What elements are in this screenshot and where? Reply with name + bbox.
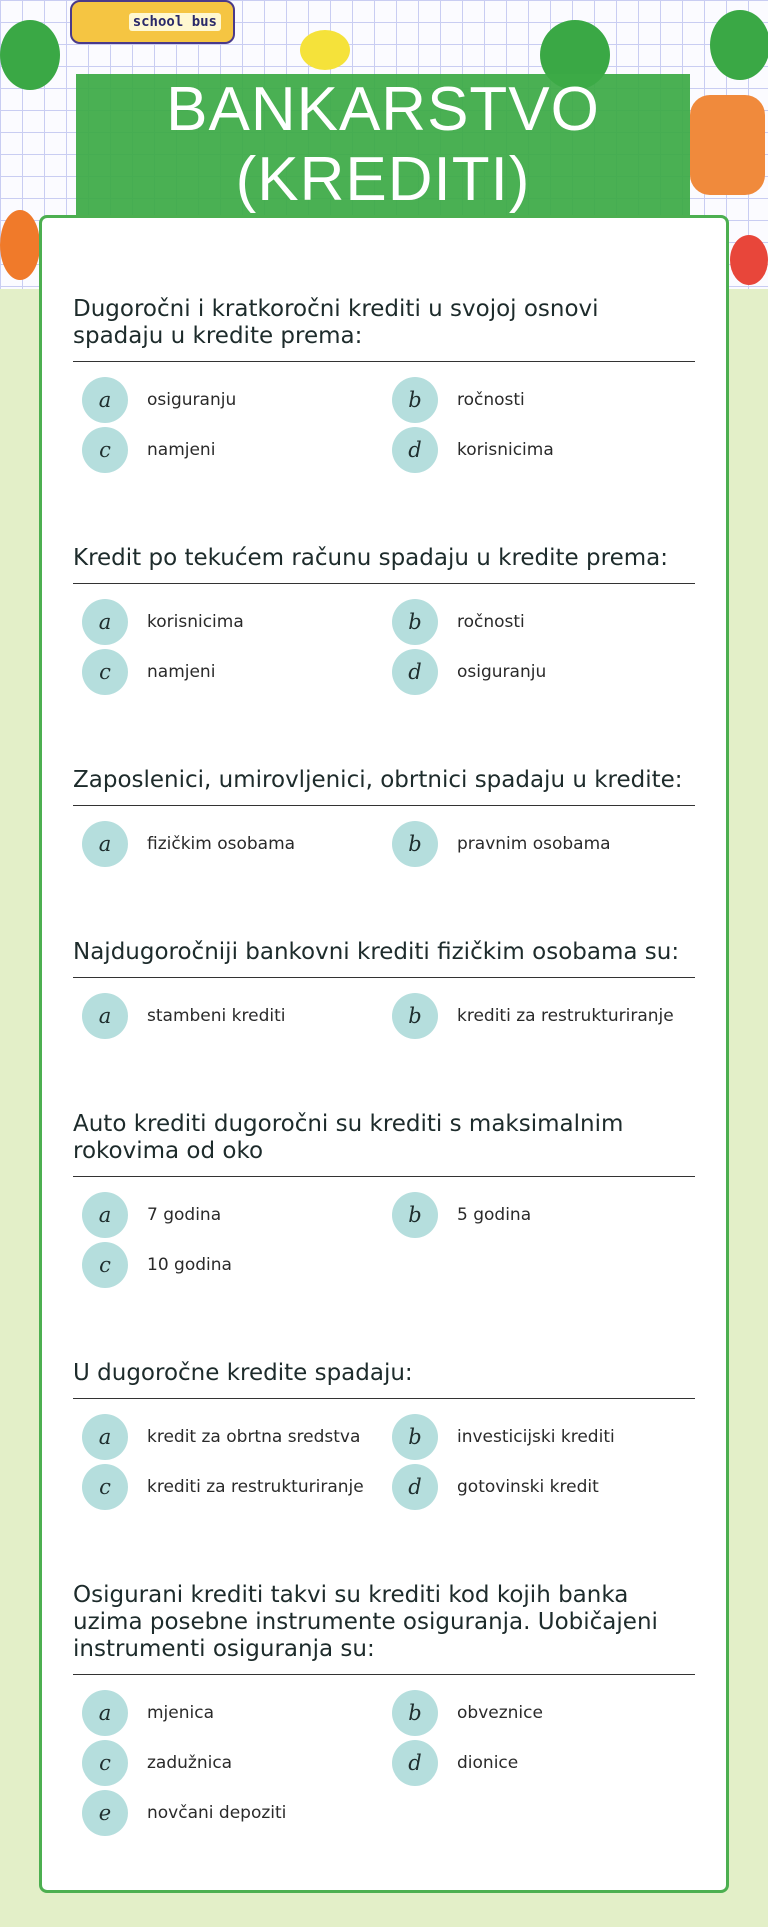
option-letter-badge: a	[82, 1690, 128, 1736]
option-letter-badge: a	[82, 377, 128, 423]
option-letter-badge: b	[392, 1414, 438, 1460]
options-grid	[73, 377, 695, 473]
answer-option-a[interactable]	[73, 821, 383, 867]
option-text: ročnosti	[457, 612, 525, 632]
option-text: 10 godina	[147, 1255, 232, 1275]
answer-option-c[interactable]	[73, 649, 383, 695]
option-letter-badge: c	[82, 1740, 128, 1786]
flower-illustration	[730, 235, 768, 285]
option-text: osiguranju	[147, 390, 237, 410]
option-letter-badge: a	[82, 821, 128, 867]
option-text: gotovinski kredit	[457, 1477, 599, 1497]
answer-option-a[interactable]	[73, 993, 383, 1039]
school-bus-illustration	[70, 0, 235, 44]
option-letter-badge: a	[82, 1192, 128, 1238]
question-block	[73, 767, 695, 867]
option-text: investicijski krediti	[457, 1427, 615, 1447]
option-letter-badge: c	[82, 1242, 128, 1288]
option-text: krediti za restrukturiranje	[457, 1006, 674, 1026]
question-text: Najdugoročniji bankovni krediti fizičkim osobama su:	[73, 939, 695, 978]
question-block	[73, 545, 695, 695]
answer-option-c[interactable]	[73, 1740, 383, 1786]
option-letter-badge: b	[392, 377, 438, 423]
answer-option-b[interactable]	[383, 1690, 693, 1736]
option-text: osiguranju	[457, 662, 547, 682]
options-grid	[73, 1414, 695, 1510]
question-block	[73, 1582, 695, 1836]
option-letter-badge: b	[392, 599, 438, 645]
answer-option-b[interactable]	[383, 993, 693, 1039]
question-text: U dugoročne kredite spadaju:	[73, 1360, 695, 1399]
option-letter-badge: d	[392, 1740, 438, 1786]
answer-option-c[interactable]	[73, 1464, 383, 1510]
title-banner	[76, 74, 690, 215]
option-text: korisnicima	[147, 612, 244, 632]
option-text: novčani depoziti	[147, 1803, 287, 1823]
option-letter-badge: a	[82, 599, 128, 645]
question-block	[73, 1360, 695, 1510]
question-text: Osigurani krediti takvi su krediti kod kojih banka uzima posebne instrumente osiguranja. Uobičajeni instrumenti osiguranja su:	[73, 1582, 695, 1675]
option-text: korisnicima	[457, 440, 554, 460]
option-text: stambeni krediti	[147, 1006, 286, 1026]
option-letter-badge: c	[82, 1464, 128, 1510]
answer-option-c[interactable]	[73, 427, 383, 473]
option-letter-badge: a	[82, 1414, 128, 1460]
tree-illustration	[710, 10, 768, 80]
option-letter-badge: b	[392, 1690, 438, 1736]
question-block	[73, 939, 695, 1039]
option-letter-badge: c	[82, 649, 128, 695]
options-grid	[73, 1192, 695, 1288]
answer-option-b[interactable]	[383, 1192, 693, 1238]
answer-option-d[interactable]	[383, 649, 693, 695]
option-text: krediti za restrukturiranje	[147, 1477, 364, 1497]
option-letter-badge: a	[82, 993, 128, 1039]
option-text: namjeni	[147, 662, 216, 682]
answer-option-c[interactable]	[73, 1242, 383, 1288]
title-line-2: (KREDITI)	[235, 144, 531, 214]
option-text: mjenica	[147, 1703, 215, 1723]
answer-option-a[interactable]	[73, 1192, 383, 1238]
answer-option-a[interactable]	[73, 599, 383, 645]
answer-option-e[interactable]	[73, 1790, 383, 1836]
answer-option-b[interactable]	[383, 1414, 693, 1460]
question-text: Zaposlenici, umirovljenici, obrtnici spadaju u kredite:	[73, 767, 695, 806]
option-letter-badge: d	[392, 427, 438, 473]
question-text: Kredit po tekućem računu spadaju u kredite prema:	[73, 545, 695, 584]
option-text: fizičkim osobama	[147, 834, 296, 854]
option-letter-badge: b	[392, 1192, 438, 1238]
answer-option-a[interactable]	[73, 1690, 383, 1736]
option-text: ročnosti	[457, 390, 525, 410]
option-text: 5 godina	[457, 1205, 532, 1225]
options-grid	[73, 599, 695, 695]
question-block	[73, 1111, 695, 1288]
answer-option-b[interactable]	[383, 599, 693, 645]
option-text: dionice	[457, 1753, 519, 1773]
answer-option-a[interactable]	[73, 1414, 383, 1460]
tree-illustration	[0, 20, 60, 90]
option-letter-badge: d	[392, 1464, 438, 1510]
question-block	[73, 296, 695, 473]
options-grid	[73, 821, 695, 867]
question-text: Dugoročni i kratkoročni krediti u svojoj osnovi spadaju u kredite prema:	[73, 296, 695, 362]
option-text: zadužnica	[147, 1753, 233, 1773]
answer-option-a[interactable]	[73, 377, 383, 423]
option-letter-badge: c	[82, 427, 128, 473]
options-grid	[73, 993, 695, 1039]
answer-option-b[interactable]	[383, 377, 693, 423]
option-text: obveznice	[457, 1703, 543, 1723]
option-text: kredit za obrtna sredstva	[147, 1427, 361, 1447]
title-line-1: BANKARSTVO	[166, 74, 600, 144]
option-letter-badge: b	[392, 821, 438, 867]
option-letter-badge: b	[392, 993, 438, 1039]
worksheet-card	[39, 215, 729, 1893]
apple-illustration	[300, 30, 350, 70]
answer-option-d[interactable]	[383, 427, 693, 473]
option-letter-badge: d	[392, 649, 438, 695]
option-text: namjeni	[147, 440, 216, 460]
option-text: 7 godina	[147, 1205, 222, 1225]
flower-illustration	[0, 210, 40, 280]
option-text: pravnim osobama	[457, 834, 611, 854]
question-text: Auto krediti dugoročni su krediti s maksimalnim rokovima od oko	[73, 1111, 695, 1177]
school-bus-label: school bus	[129, 13, 221, 31]
answer-option-d[interactable]	[383, 1464, 693, 1510]
options-grid	[73, 1690, 695, 1836]
option-letter-badge: e	[82, 1790, 128, 1836]
backpack-illustration	[690, 95, 765, 195]
answer-option-b[interactable]	[383, 821, 693, 867]
answer-option-d[interactable]	[383, 1740, 693, 1786]
